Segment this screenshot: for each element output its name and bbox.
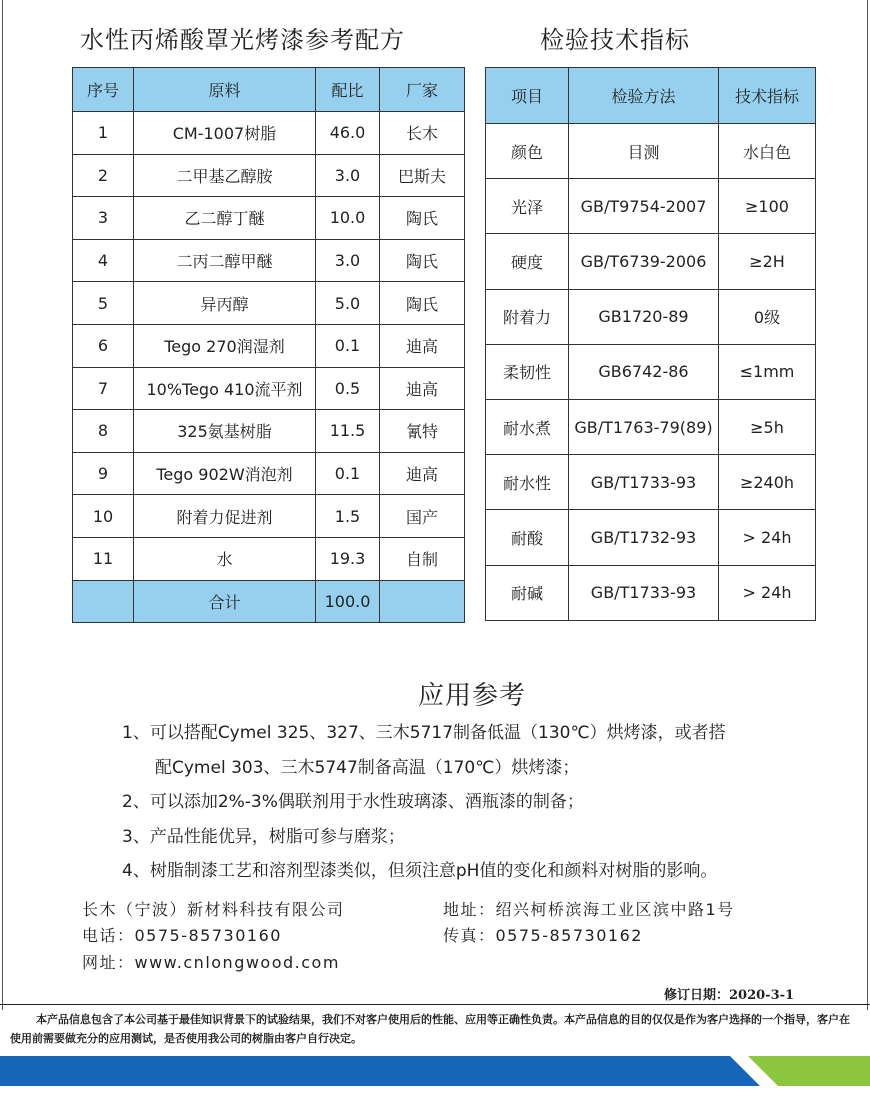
formula-cell: 陶氏 <box>380 197 465 240</box>
spec-cell: 耐水性 <box>486 455 569 510</box>
spec-cell: 柔韧性 <box>486 344 569 399</box>
formula-cell: 11.5 <box>316 410 380 453</box>
spec-cell: 0级 <box>719 289 816 344</box>
page-frame-left <box>2 0 3 1010</box>
formula-cell: 附着力促进剂 <box>134 495 316 538</box>
formula-cell: CM-1007树脂 <box>134 112 316 155</box>
application-item: 配Cymel 303、三木5747制备高温（170℃）烘烤漆； <box>155 757 580 778</box>
formula-cell: 水 <box>134 537 316 580</box>
formula-table <box>72 67 465 623</box>
formula-column-header: 序号 <box>73 68 134 112</box>
spec-cell: GB6742-86 <box>569 344 719 399</box>
spec-cell: ≥100 <box>719 179 816 234</box>
formula-row <box>73 112 465 155</box>
formula-cell: 10.0 <box>316 197 380 240</box>
company-website: 网址：www.cnlongwood.com <box>82 953 340 972</box>
empty-cell <box>380 580 465 623</box>
formula-cell: 二甲基乙醇胺 <box>134 154 316 197</box>
spec-cell: 附着力 <box>486 289 569 344</box>
spec-cell: 硬度 <box>486 234 569 289</box>
spec-row <box>486 510 816 565</box>
spec-column-header: 检验方法 <box>569 68 719 124</box>
formula-cell: 5 <box>73 282 134 325</box>
spec-row <box>486 565 816 620</box>
formula-cell: 自制 <box>380 537 465 580</box>
footer-blue-band <box>0 1056 760 1086</box>
spec-cell: ≥2H <box>719 234 816 289</box>
formula-row <box>73 452 465 495</box>
formula-row <box>73 537 465 580</box>
formula-row <box>73 410 465 453</box>
spec-cell: GB/T1733-93 <box>569 455 719 510</box>
spec-cell: 光泽 <box>486 179 569 234</box>
formula-cell: 乙二醇丁醚 <box>134 197 316 240</box>
formula-cell: 国产 <box>380 495 465 538</box>
spec-row <box>486 344 816 399</box>
application-title: 应用参考 <box>418 681 527 711</box>
formula-cell: 异丙醇 <box>134 282 316 325</box>
formula-cell: 氰特 <box>380 410 465 453</box>
spec-cell: 水白色 <box>719 124 816 179</box>
formula-row <box>73 154 465 197</box>
formula-cell: 11 <box>73 537 134 580</box>
spec-cell: GB/T1733-93 <box>569 565 719 620</box>
company-phone: 电话：0575-85730160 <box>82 926 282 945</box>
formula-row <box>73 239 465 282</box>
spec-cell: GB/T6739-2006 <box>569 234 719 289</box>
formula-cell: 0.1 <box>316 324 380 367</box>
formula-row <box>73 495 465 538</box>
spec-cell: 耐水煮 <box>486 399 569 454</box>
revision-date: 修订日期：2020-3-1 <box>664 988 795 1003</box>
formula-cell: 10%Tego 410流平剂 <box>134 367 316 410</box>
spec-cell: ≥5h <box>719 399 816 454</box>
formula-cell: Tego 902W消泡剂 <box>134 452 316 495</box>
company-name: 长木（宁波）新材料科技有限公司 <box>82 900 345 919</box>
formula-cell: 46.0 <box>316 112 380 155</box>
formula-cell: 迪高 <box>380 324 465 367</box>
page-frame-right <box>867 0 868 1010</box>
formula-cell: 巴斯夫 <box>380 154 465 197</box>
formula-cell: 3 <box>73 197 134 240</box>
spec-row <box>486 234 816 289</box>
formula-cell: 10 <box>73 495 134 538</box>
formula-cell: 3.0 <box>316 239 380 282</box>
spec-cell: GB/T1732-93 <box>569 510 719 565</box>
disclaimer-text: 本产品信息包含了本公司基于最佳知识背景下的试验结果，我们不对客户使用后的性能、应用等正确性负责。本产品信息的目的仅仅是作为客户选择的一个指导，客户在使用前需要做充分的应用测试，是否使用我公司的树脂由客户自行决定。 <box>10 1013 850 1045</box>
formula-cell: 0.5 <box>316 367 380 410</box>
divider-line <box>0 1004 870 1005</box>
application-item: 3、产品性能优异，树脂可参与磨浆； <box>122 826 405 847</box>
formula-total-row <box>73 580 465 623</box>
spec-column-header: 项目 <box>486 68 569 124</box>
spec-table <box>485 67 816 621</box>
spec-row <box>486 455 816 510</box>
formula-column-header: 配比 <box>316 68 380 112</box>
footer-green-band <box>748 1056 870 1086</box>
formula-row <box>73 282 465 325</box>
formula-cell: 陶氏 <box>380 239 465 282</box>
formula-cell: 二丙二醇甲醚 <box>134 239 316 282</box>
formula-total-label: 合计 <box>134 580 316 623</box>
spec-cell: 耐碱 <box>486 565 569 620</box>
formula-row <box>73 197 465 240</box>
footer-color-bands <box>0 1056 870 1119</box>
spec-cell: 目测 <box>569 124 719 179</box>
formula-row <box>73 367 465 410</box>
spec-cell: GB1720-89 <box>569 289 719 344</box>
empty-cell <box>73 580 134 623</box>
spec-header-row <box>486 68 816 124</box>
application-item: 1、可以搭配Cymel 325、327、三木5717制备低温（130℃）烘烤漆，或者搭 <box>122 723 726 743</box>
formula-cell: 迪高 <box>380 367 465 410</box>
formula-cell: Tego 270润湿剂 <box>134 324 316 367</box>
formula-cell: 陶氏 <box>380 282 465 325</box>
formula-cell: 1 <box>73 112 134 155</box>
formula-cell: 迪高 <box>380 452 465 495</box>
formula-cell: 19.3 <box>316 537 380 580</box>
spec-cell: 耐酸 <box>486 510 569 565</box>
application-list <box>122 716 822 889</box>
formula-cell: 9 <box>73 452 134 495</box>
formula-header-row <box>73 68 465 112</box>
spec-cell: ≥240h <box>719 455 816 510</box>
formula-cell: 325氨基树脂 <box>134 410 316 453</box>
spec-row <box>486 399 816 454</box>
formula-cell: 5.0 <box>316 282 380 325</box>
spec-title: 检验技术指标 <box>540 26 690 54</box>
spec-row <box>486 179 816 234</box>
spec-cell: > 24h <box>719 510 816 565</box>
formula-title: 水性丙烯酸罩光烤漆参考配方 <box>80 26 405 54</box>
formula-cell: 1.5 <box>316 495 380 538</box>
application-item: 2、可以添加2%-3%偶联剂用于水性玻璃漆、酒瓶漆的制备； <box>122 792 584 812</box>
formula-column-header: 厂家 <box>380 68 465 112</box>
company-address: 地址：绍兴柯桥滨海工业区滨中路1号 <box>443 900 735 919</box>
spec-cell: ≤1mm <box>719 344 816 399</box>
formula-cell: 6 <box>73 324 134 367</box>
spec-cell: > 24h <box>719 565 816 620</box>
formula-column-header: 原料 <box>134 68 316 112</box>
spec-row <box>486 124 816 179</box>
formula-cell: 长木 <box>380 112 465 155</box>
formula-cell: 3.0 <box>316 154 380 197</box>
formula-total-value: 100.0 <box>316 580 380 623</box>
application-item: 4、树脂制漆工艺和溶剂型漆类似，但须注意pH值的变化和颜料对树脂的影响。 <box>122 861 718 881</box>
spec-column-header: 技术指标 <box>719 68 816 124</box>
spec-cell: 颜色 <box>486 124 569 179</box>
company-fax: 传真：0575-85730162 <box>443 926 643 945</box>
formula-cell: 2 <box>73 154 134 197</box>
formula-row <box>73 324 465 367</box>
formula-cell: 7 <box>73 367 134 410</box>
formula-cell: 8 <box>73 410 134 453</box>
spec-cell: GB/T9754-2007 <box>569 179 719 234</box>
spec-cell: GB/T1763-79(89) <box>569 399 719 454</box>
formula-cell: 0.1 <box>316 452 380 495</box>
spec-row <box>486 289 816 344</box>
formula-cell: 4 <box>73 239 134 282</box>
